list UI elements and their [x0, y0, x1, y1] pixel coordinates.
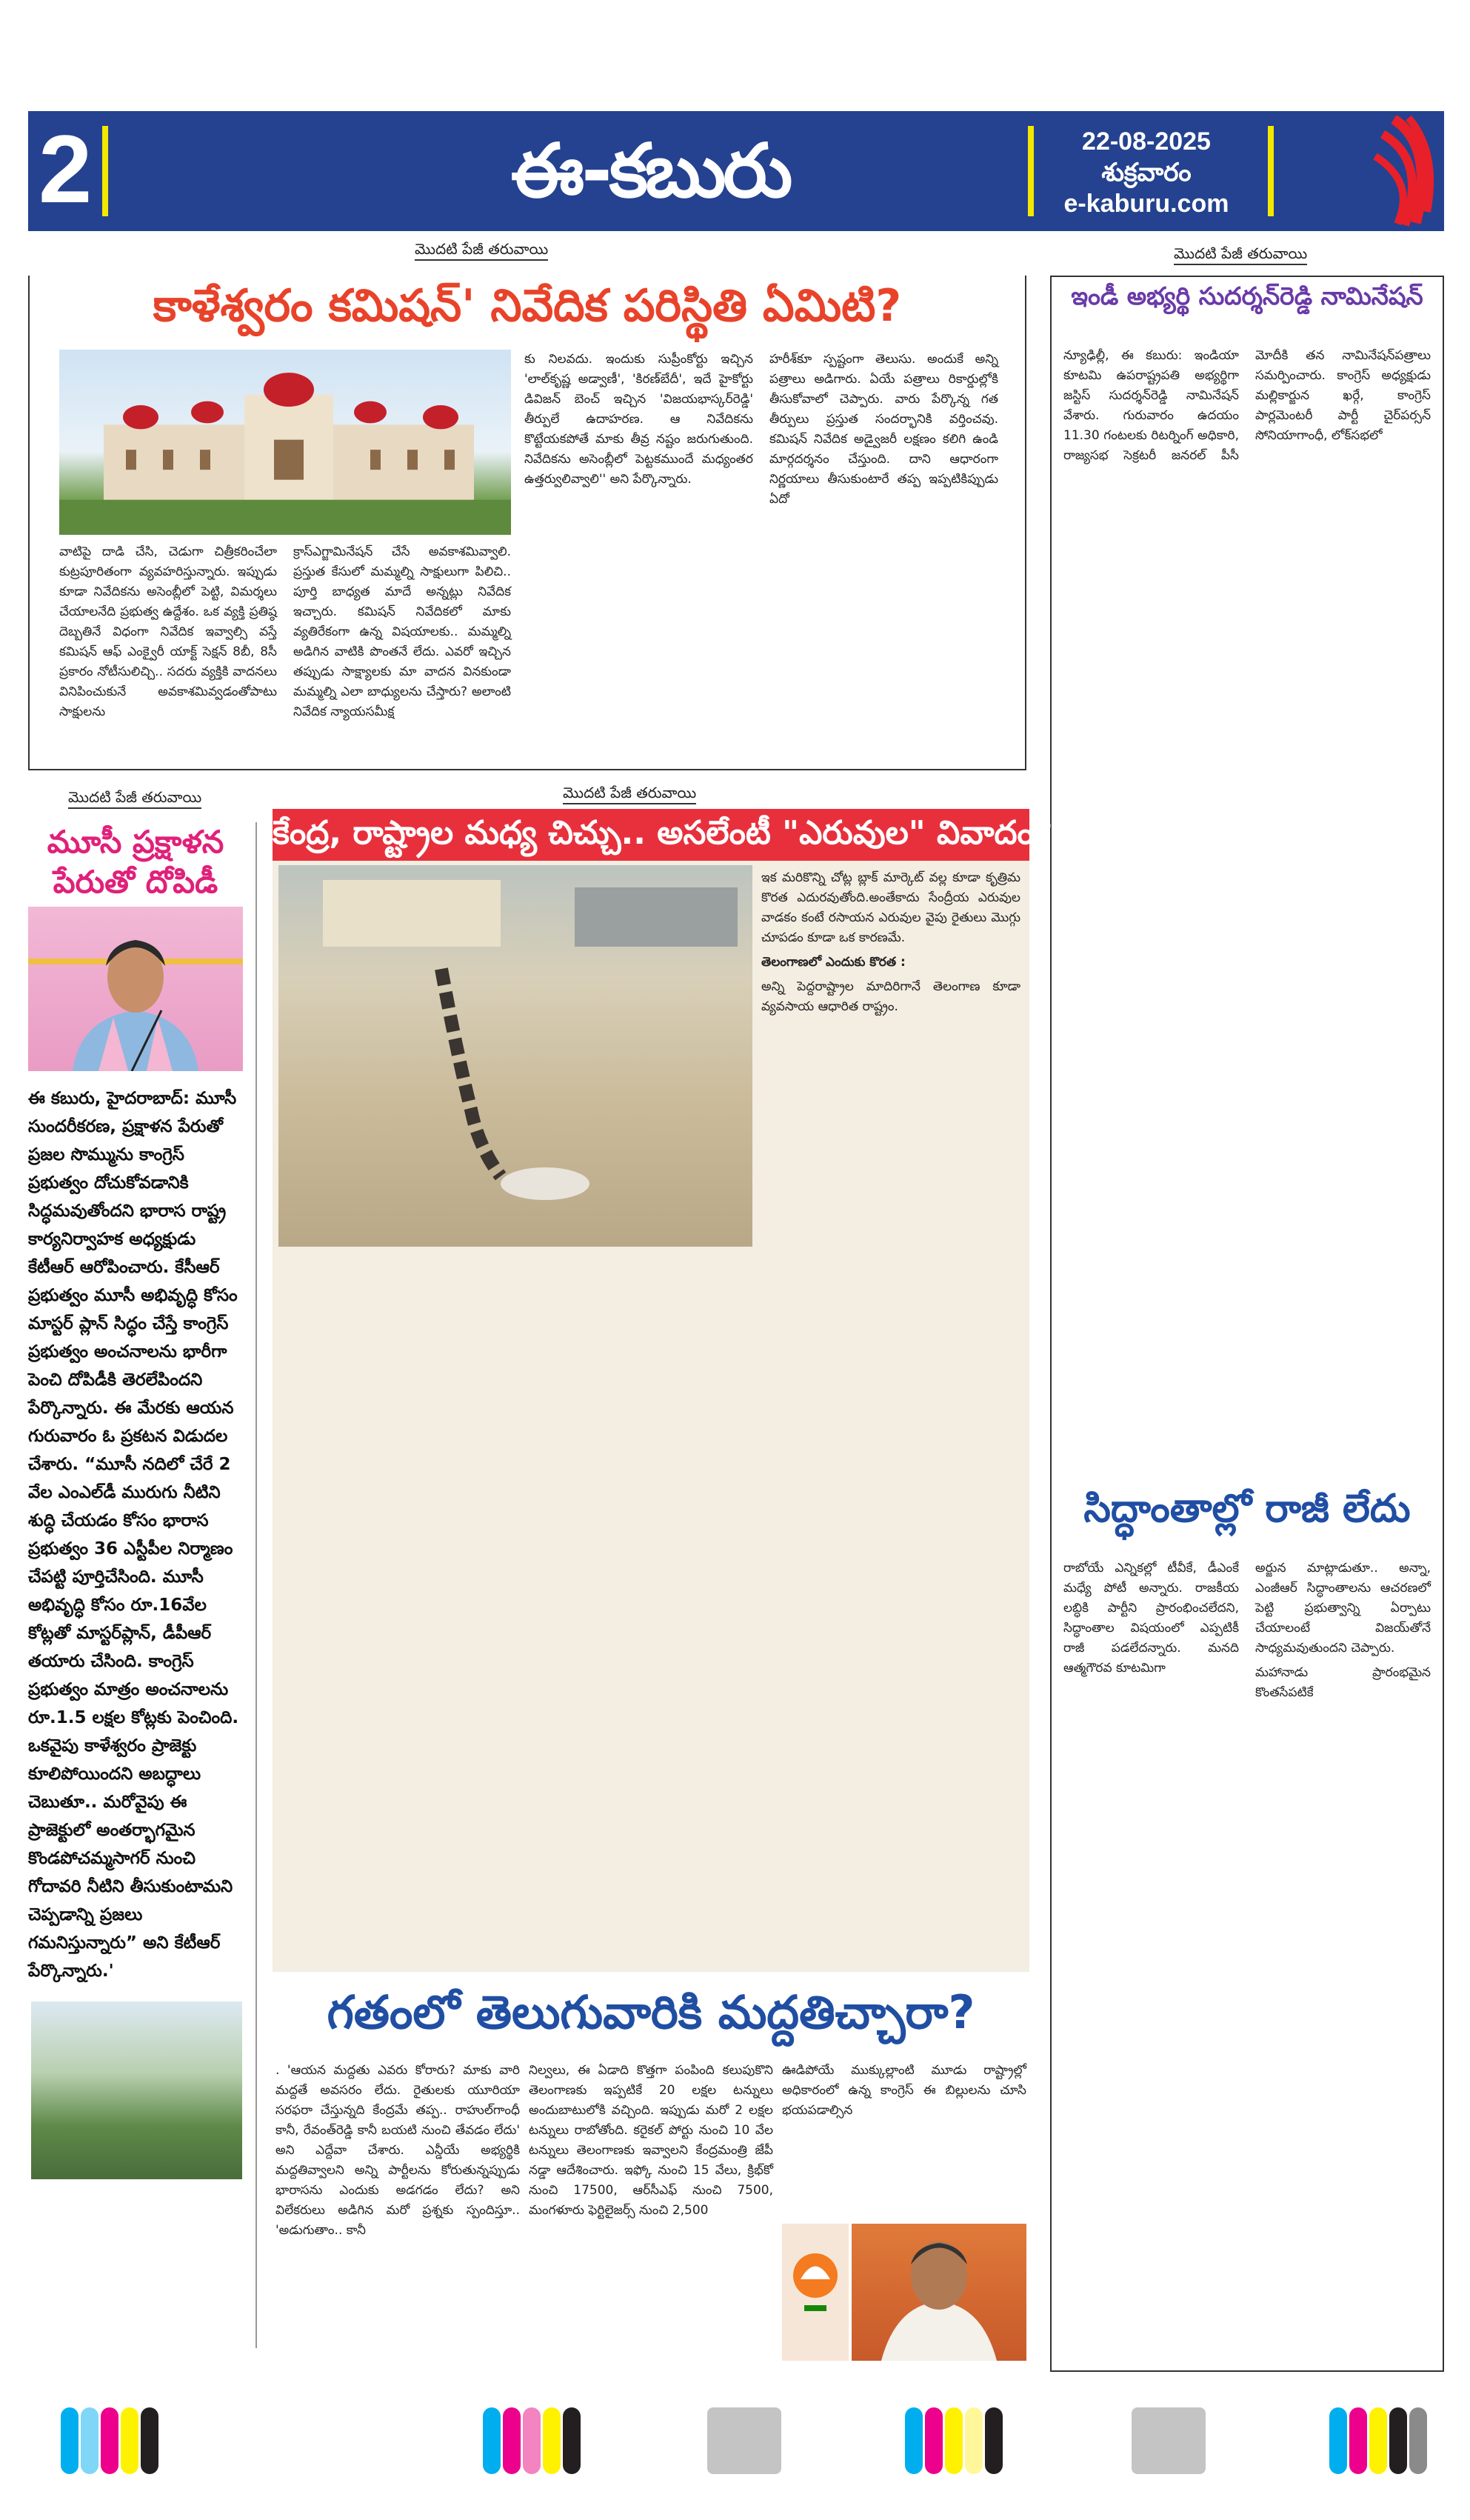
paragraph: మహానాడు ప్రారంభమైన కొంతసేపటికే	[1255, 1665, 1431, 1700]
article-body-indi	[1052, 316, 1443, 1472]
divider	[1268, 126, 1274, 216]
paragraph: న్యూఢిల్లీ, ఈ కబురు: ఇండియా కూటమి ఉపరాష్ట్రపతి అభ్యర్థిగా జస్టిస్ సుదర్శన్‌రెడ్డి నామినేషన్ వేశారు. గురువారం ఉదయం 11.30 గంటలకు రిటర్నింగ్ అధికారి, రాజ్యసభ సెక్రటరీ జనరల్ పీసీ మోదీకి తన నామినేషన్‌పత్రాలు సమర్పించారు. కాంగ్రెస్ అధ్యక్షుడు మల్లికార్జున ఖర్గే, కాంగ్రెస్ పార్లమెంటరీ పార్టీ చైర్‌పర్సన్ సోనియాగాంధీ, లోక్‌సభలో	[1063, 348, 1431, 463]
article-body-siddhantham	[1052, 1541, 1443, 1703]
article-gatham	[273, 1979, 1029, 2364]
continued-label: మొదటి పేజీ తరువాయి	[415, 240, 548, 261]
paragraph: అన్ని పెద్దరాష్ట్రాల మాదిరిగానే తెలంగాణ కూడా వ్యవసాయ ఆధారిత రాష్ట్రం.	[761, 979, 1020, 1014]
article-kaleshwaram	[28, 276, 1026, 770]
date-block	[1035, 126, 1257, 219]
color-registration-mark	[483, 2407, 581, 2474]
issue-date: 22-08-2025	[1082, 127, 1211, 156]
grey-registration-mark	[707, 2407, 781, 2474]
article-body	[529, 2061, 773, 2225]
article-headline: గతంలో తెలుగువారికి మద్దతిచ్చారా?	[327, 1985, 975, 2039]
article-body	[782, 2061, 1026, 2125]
logo-icon	[1364, 116, 1438, 227]
ktr-photo	[28, 907, 243, 1071]
color-registration-mark	[1329, 2407, 1427, 2474]
paragraph: కు నిలవదు. ఇందుకు సుప్రీంకోర్టు ఇచ్చిన 'లాల్‌కృష్ణ అడ్వాణీ', 'కిరణ్‌బేదీ', ఇదే హైకోర్టు డివిజన్ బెంచ్ ఇచ్చిన 'విజయభాస్కర్‌రెడ్డి' తీర్పులే ఉదాహరణ. ఆ నివేదికను కొట్టేయకపోతే మాకు తీవ్ర నష్టం జరుగుతుంది. నివేదికను అసెంబ్లీలో పెట్టకముందే మధ్యంతర ఉత్తర్వులివ్వాలి'' అని పేర్కొన్నారు.	[524, 352, 753, 487]
continued-label: మొదటి పేజీ తరువాయి	[1174, 244, 1307, 265]
article-headline: సిద్ధాంతాల్లో రాజీ లేదు	[1083, 1487, 1411, 1531]
article-body	[59, 542, 511, 727]
right-column-box	[1050, 276, 1444, 2372]
paragraph: హరీశ్‌కూ స్పష్టంగా తెలుసు. అందుకే అన్ని పత్రాలు అడిగారు. ఏయే పత్రాలు రికార్డుల్లోకి తీసుకోవాలో చెప్పారు. వారు పేర్కొన్న గత తీర్పులు ప్రస్తుత సందర్భానికి వర్తించవు. కమిషన్ నివేదిక అడ్వైజరీ లక్షణం కలిగి ఉండి మార్గదర్శనం చేస్తుంది. దాని ఆధారంగా నిర్ణయాలు తీసుకుంటారే తప్ప ఇప్పటికిప్పుడు ఏదో	[769, 352, 998, 507]
paragraph: నిల్వలు, ఈ ఏడాది కొత్తగా పంపింది కలుపుకొని తెలంగాణకు ఇప్పటికే 20 లక్షల టన్నులు అందుబాటులోకి వచ్చింది. ఇప్పుడు మరో 2 లక్షల టన్నులు రాబోతోంది. కరైకల్ పోర్టు నుంచి 10 వేల టన్నులు తెలంగాణకు ఇవ్వాలని కేంద్రమంత్రి జేపీ నడ్డా ఆదేశించారు. ఇఫ్కో నుంచి 15 వేలు, క్రిభ్‌కో నుంచి 17500, ఆర్‌సీఎఫ్ నుంచి 7500, మంగళూరు ఫెర్టిలైజర్స్ నుంచి 2,500	[529, 2063, 773, 2218]
paragraph: ఊడిపోయే ముక్కుల్లాంటి మూడు రాష్ట్రాల్లో అధికారంలో ఉన్న కాంగ్రెస్ ఈ బిల్లులను చూసి భయపడాల్సిన	[782, 2063, 1026, 2118]
subheading: తెలంగాణలో ఎందుకు కొరత :	[761, 955, 906, 970]
article-body	[761, 868, 1020, 1021]
paragraph: . 'ఆయన మద్దతు ఎవరు కోరారు? మాకు వారి మద్దతే అవసరం లేదు. రైతులకు యూరియా సరఫరా చేస్తున్నది కేంద్రమే తప్ప.. రాహుల్‌గాంధీ కానీ, రేవంత్‌రెడ్డి కానీ బయటి నుంచి తేవడం లేదు' అని ఎద్దేవా చేశారు. ఎన్డీయే అభ్యర్థికి మద్దతివ్వాలని అన్ని పార్టీలను కోరుతున్నప్పుడు భారాసను ఎందుకు అడగడం లేదు? అని విలేకరులు అడిగిన మరో ప్రశ్నకు స్పందిస్తూ.. 'అడుగుతాం.. కానీ	[275, 2063, 520, 2238]
color-registration-mark	[61, 2407, 158, 2474]
divider	[102, 126, 108, 216]
color-registration-mark	[905, 2407, 1003, 2474]
river-photo	[31, 2001, 242, 2179]
article-headline: పేరుతో దోపిడీ	[53, 864, 218, 900]
paragraph: క్రాస్‌ఎగ్జామినేషన్ చేసే అవకాశమివ్వాలి. ప్రస్తుత కేసులో మమ్మల్ని సాక్షులుగా పిలిచి.. పూర్తి బాధ్యత మాదే అన్నట్లు నివేదిక ఇచ్చారు. కమిషన్ నివేదికలో మాకు వ్యతిరేకంగా ఉన్న విషయాలకు.. మమ్మల్ని అడిగిన వాటికి పొంతనే లేదు. ఎవరో ఇచ్చిన తప్పుడు సాక్ష్యాలకు మా వాదన వినకుండా మమ్మల్ని ఎలా బాధ్యులను చేస్తారు? అలాంటి నివేదిక న్యాయసమీక్ష	[293, 544, 511, 719]
page-number: 2	[39, 115, 93, 223]
paragraph: అర్జున మాట్లాడుతూ.. అన్నా, ఎంజీఆర్ సిద్ధాంతాలను ఆచరణలో పెట్టి ప్రభుత్వాన్ని ఏర్పాటు చేయాలంటే విజయ్‌తోనే సాధ్యమవుతుందని చెప్పారు.	[1255, 1561, 1431, 1656]
newspaper-title: ఈ-కబురు	[510, 127, 790, 214]
paragraph: వాటిపై దాడి చేసి, చెడుగా చిత్రీకరించేలా కుట్రపూరితంగా వ్యవహరిస్తున్నారు. ఇప్పుడు కూడా నివేదికను అసెంబ్లీలో పెట్టి, విమర్శలు చేయాలనేది ప్రభుత్వ ఉద్దేశం. ఒక వ్యక్తి ప్రతిష్ఠ దెబ్బతినే విధంగా నివేదిక ఇవ్వాల్సి వస్తే కమిషన్ ఆఫ్ ఎంక్వైరీ యాక్ట్ సెక్షన్ 8బీ, 8సీ ప్రకారం నోటీసులిచ్చి.. సదరు వ్యక్తికి వాదనలు వినిపించుకునే అవకాశమివ్వడంతోపాటు సాక్షులను	[59, 544, 277, 719]
paragraph: ఇక మరికొన్ని చోట్ల బ్లాక్ మార్కెట్ వల్ల కూడా కృత్రిమ కొరత ఎదురవుతోంది.అంతేకాదు సేంద్రీయ ఎరువుల వాడకం కంటే రసాయన ఎరువుల వైపు రైతులు మొగ్గు చూపడం కూడా ఒక కారణమే.	[761, 870, 1020, 945]
divider	[1028, 126, 1034, 216]
bjp-logo-icon	[782, 2224, 849, 2361]
paragraph: రాబోయే ఎన్నికల్లో టీవీకే, డీఎంకే మధ్యే పోటీ అన్నారు. రాజకీయ లబ్ధికి పార్టీని ప్రారంభించలేదని, సిద్ధాంతాల విషయంలో ఎప్పటికీ రాజీ పడలేదన్నారు. మనది ఆత్మగౌరవ కూటమిగా	[1063, 1561, 1239, 1676]
building-photo	[59, 350, 511, 535]
masthead	[28, 111, 1444, 231]
article-headline: ఇండీ అభ్యర్థి సుదర్శన్‌రెడ్డి నామినేషన్	[1071, 281, 1423, 310]
continued-label: మొదటి పేజీ తరువాయి	[68, 788, 201, 809]
continued-label: మొదటి పేజీ తరువాయి	[563, 784, 696, 804]
website[interactable]: e-kaburu.com	[1063, 190, 1229, 218]
article-headline: కేంద్ర, రాష్ట్రాల మధ్య చిచ్చు.. అసలేంటీ "ఎరువుల" వివాదం?	[273, 809, 1029, 861]
article-musi	[28, 822, 243, 2179]
grey-registration-mark	[1132, 2407, 1206, 2474]
issue-day: శుక్రవారం	[1101, 159, 1192, 187]
minister-photo	[852, 2224, 1026, 2361]
article-body	[275, 2061, 520, 2245]
article-body	[524, 350, 998, 510]
article-headline: కాళేశ్వరం కమిషన్' నివేదిక పరిస్థితి ఏమిటి?	[153, 280, 902, 332]
farmers-queue-photo	[278, 865, 752, 1247]
article-body: ఈ కబురు, హైదరాబాద్: మూసీ సుందరీకరణ, ప్రక్షాళన పేరుతో ప్రజల సొమ్మును కాంగ్రెస్ ప్రభుత్వం దోచుకోవడానికి సిద్ధమవుతోందని భారాస రాష్ట్ర కార్యనిర్వాహక అధ్యక్షుడు కేటీఆర్ ఆరోపించారు. కేసీఆర్ ప్రభుత్వం మూసీ అభివృద్ధి కోసం మాస్టర్ ప్లాన్ సిద్ధం చేస్తే కాంగ్రెస్ ప్రభుత్వం అంచనాలను భారీగా పెంచి దోపిడీకి తెరలేపిందని పేర్కొన్నారు. ఈ మేరకు ఆయన గురువారం ఓ ప్రకటన విడుదల చేశారు. “మూసీ నదిలో చేరే 2 వేల ఎంఎల్‌డీ మురుగు నీటిని శుద్ధి చేయడం కోసం భారాస ప్రభుత్వం 36 ఎస్టీపీల నిర్మాణం చేపట్టి పూర్తిచేసింది. మూసీ అభివృద్ధి కోసం రూ.16వేల కోట్లతో మాస్టర్‌ప్లాన్, డీపీఆర్ తయారు చేసింది. కాంగ్రెస్ ప్రభుత్వం మాత్రం అంచనాలను రూ.1.5 లక్షల కోట్లకు పెంచింది. ఒకవైపు కాళేశ్వరం ప్రాజెక్టు కూలిపోయిందని అబద్ధాలు చెబుతూ.. మరోవైపు ఈ ప్రాజెక్టులో అంతర్భాగమైన కొండపోచమ్మసాగర్ నుంచి గోదావరి నీటిని తీసుకుంటామని చెప్పడాన్ని ప్రజలు గమనిస్తున్నారు” అని కేటీఆర్ పేర్కొన్నారు.'	[28, 1089, 239, 1981]
article-urea	[273, 809, 1053, 1972]
article-headline: మూసీ ప్రక్షాళన	[47, 824, 224, 860]
column-rule	[255, 822, 257, 2348]
